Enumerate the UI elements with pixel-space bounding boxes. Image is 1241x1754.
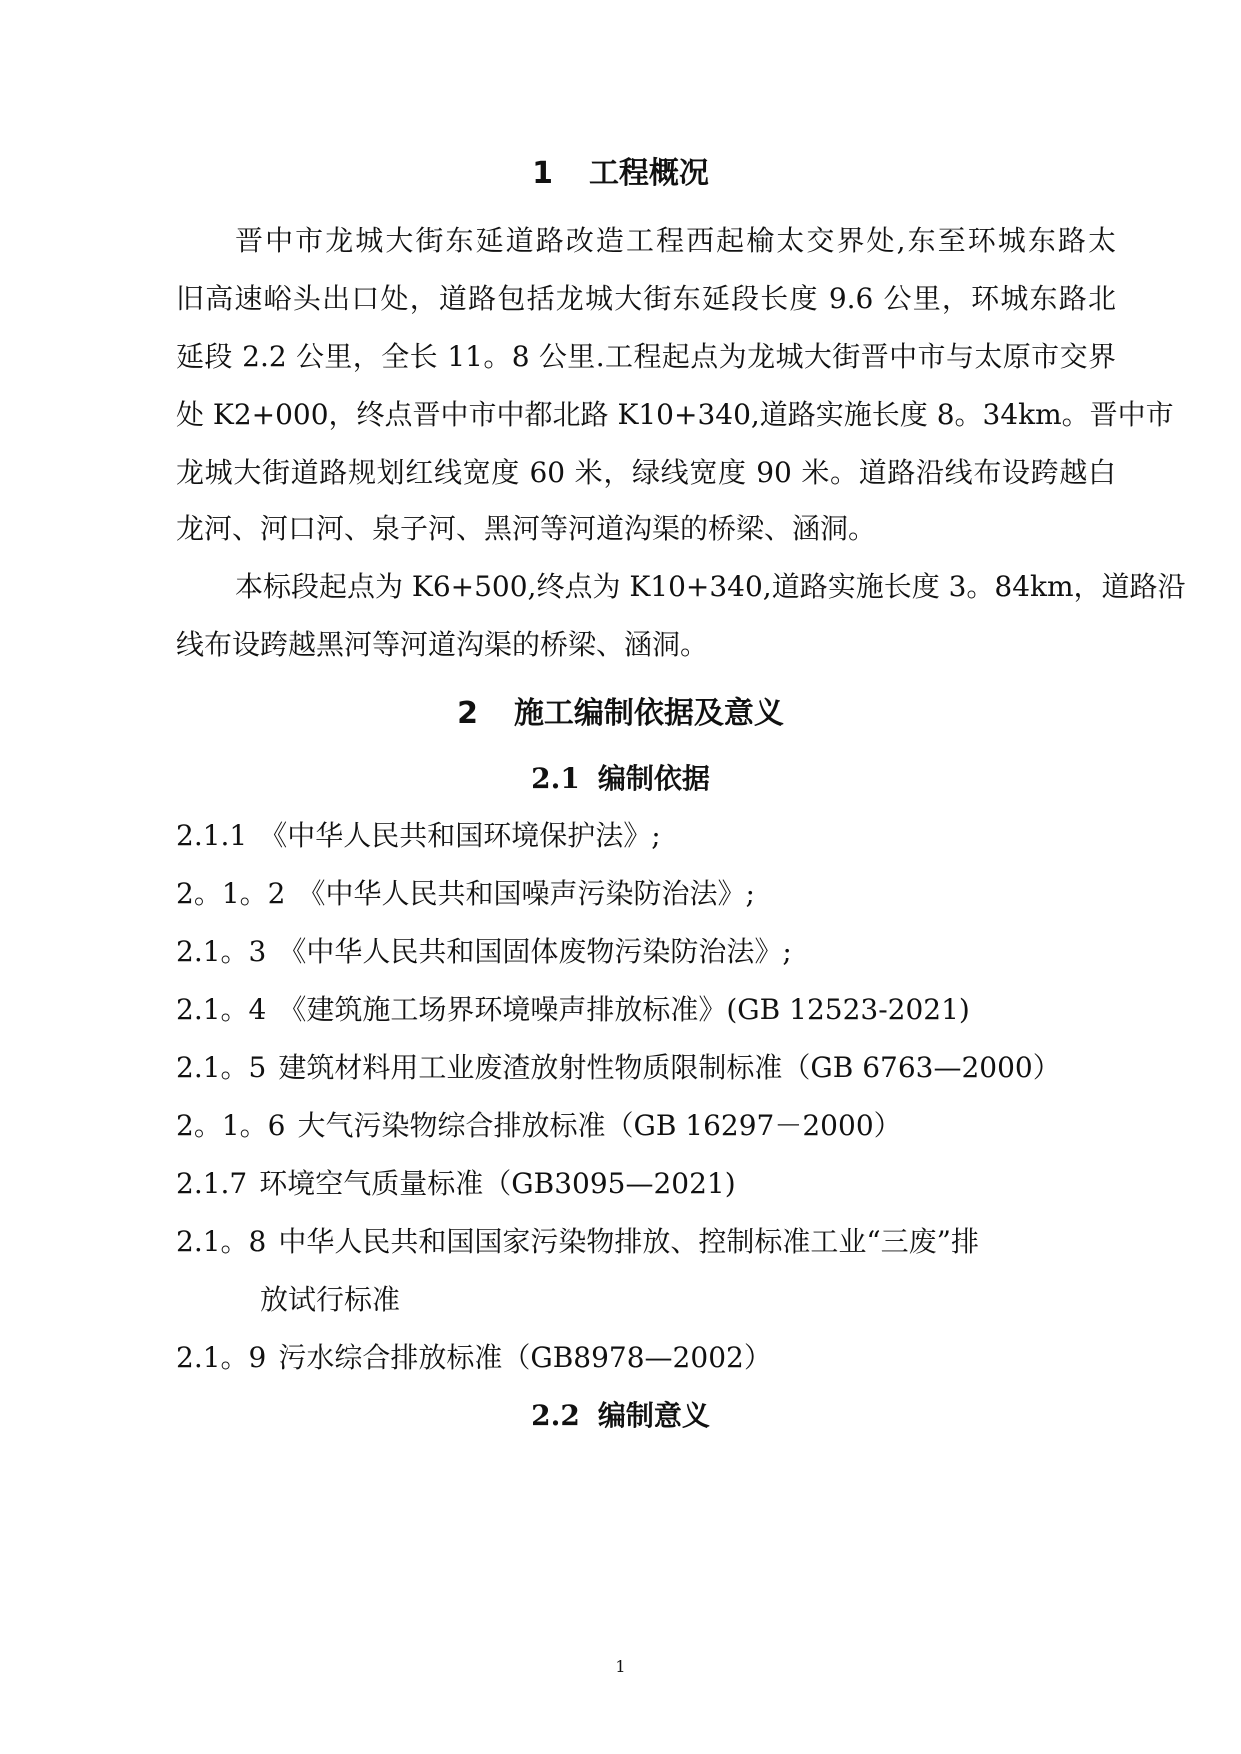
paragraph-1-line-2: 旧高速峪头出口处，道路包括龙城大街东延段长度 9.6 公里，环城东路北 bbox=[176, 282, 1116, 315]
list-item bbox=[176, 990, 970, 1030]
list-item-number: 2.1。5 bbox=[176, 1051, 267, 1084]
list-item-text: 《中华人民共和国固体废物污染防治法》; bbox=[278, 935, 792, 968]
list-item bbox=[176, 874, 755, 914]
list-item-text: 《中华人民共和国噪声污染防治法》; bbox=[297, 877, 755, 910]
list-item bbox=[176, 932, 792, 972]
list-item-text: 大气污染物综合排放标准（GB 16297－2000） bbox=[297, 1109, 902, 1142]
list-item-continuation bbox=[260, 1280, 400, 1320]
list-item-text: 建筑材料用工业废渣放射性物质限制标准（GB 6763—2000） bbox=[278, 1051, 1061, 1084]
list-item-number: 2.1.7 bbox=[176, 1167, 248, 1200]
subsection-2-1-title: 编制依据 bbox=[597, 762, 710, 795]
list-item-number: 2.1。9 bbox=[176, 1341, 267, 1374]
paragraph-1-line-1: 晋中市龙城大街东延道路改造工程西起榆太交界处,东至环城东路太 bbox=[235, 224, 1116, 257]
list-item-number: 2.1。3 bbox=[176, 935, 267, 968]
list-item-text: 污水综合排放标准（GB8978—2002） bbox=[278, 1341, 772, 1374]
list-item-text: 中华人民共和国国家污染物排放、控制标准工业“三废”排 bbox=[278, 1225, 979, 1258]
list-item-number: 2。1。6 bbox=[176, 1109, 286, 1142]
list-item-number: 2。1。2 bbox=[176, 877, 286, 910]
section-2-number: 2 bbox=[457, 696, 478, 731]
paragraph-1-line-3: 延段 2.2 公里，全长 11。8 公里.工程起点为龙城大街晋中市与太原市交界 bbox=[176, 340, 1116, 373]
section-1-heading bbox=[0, 154, 1241, 194]
list-item bbox=[176, 1106, 902, 1146]
subsection-2-2-heading bbox=[0, 1396, 1241, 1436]
list-item-number: 2.1。4 bbox=[176, 993, 267, 1026]
list-item-number: 2.1.1 bbox=[176, 819, 248, 852]
paragraph-2-line-1: 本标段起点为 K6+500,终点为 K10+340,道路实施长度 3。84km，道路沿 bbox=[235, 570, 1186, 603]
paragraph-1-line-6: 龙河、河口河、泉子河、黑河等河道沟渠的桥梁、涵洞。 bbox=[176, 512, 877, 545]
list-item bbox=[176, 1048, 1061, 1088]
list-item bbox=[176, 816, 661, 856]
subsection-2-2-number: 2.2 bbox=[531, 1399, 580, 1432]
list-item-text: 放试行标准 bbox=[260, 1283, 401, 1316]
subsection-2-1-heading bbox=[0, 759, 1241, 799]
list-item-number: 2.1。8 bbox=[176, 1225, 267, 1258]
paragraph-1-line-4: 处 K2+000，终点晋中市中都北路 K10+340,道路实施长度 8。34km。晋中市 bbox=[176, 398, 1174, 431]
section-1-number: 1 bbox=[532, 156, 553, 191]
subsection-2-2-title: 编制意义 bbox=[597, 1399, 710, 1432]
list-item bbox=[176, 1222, 979, 1262]
paragraph-2-line-2: 线布设跨越黑河等河道沟渠的桥梁、涵洞。 bbox=[176, 628, 709, 661]
list-item bbox=[176, 1338, 772, 1378]
list-item-text: 《中华人民共和国环境保护法》; bbox=[259, 819, 661, 852]
section-2-title: 施工编制依据及意义 bbox=[513, 696, 784, 731]
paragraph-1-line-5: 龙城大街道路规划红线宽度 60 米，绿线宽度 90 米。道路沿线布设跨越白 bbox=[176, 456, 1116, 489]
list-item bbox=[176, 1164, 736, 1204]
section-2-heading bbox=[0, 694, 1241, 734]
subsection-2-1-number: 2.1 bbox=[531, 762, 580, 795]
section-1-title: 工程概况 bbox=[588, 156, 709, 191]
list-item-text: 环境空气质量标准（GB3095—2021) bbox=[259, 1167, 736, 1200]
list-item-text: 《建筑施工场界环境噪声排放标准》(GB 12523-2021) bbox=[278, 993, 970, 1026]
page-number: 1 bbox=[615, 1657, 626, 1676]
